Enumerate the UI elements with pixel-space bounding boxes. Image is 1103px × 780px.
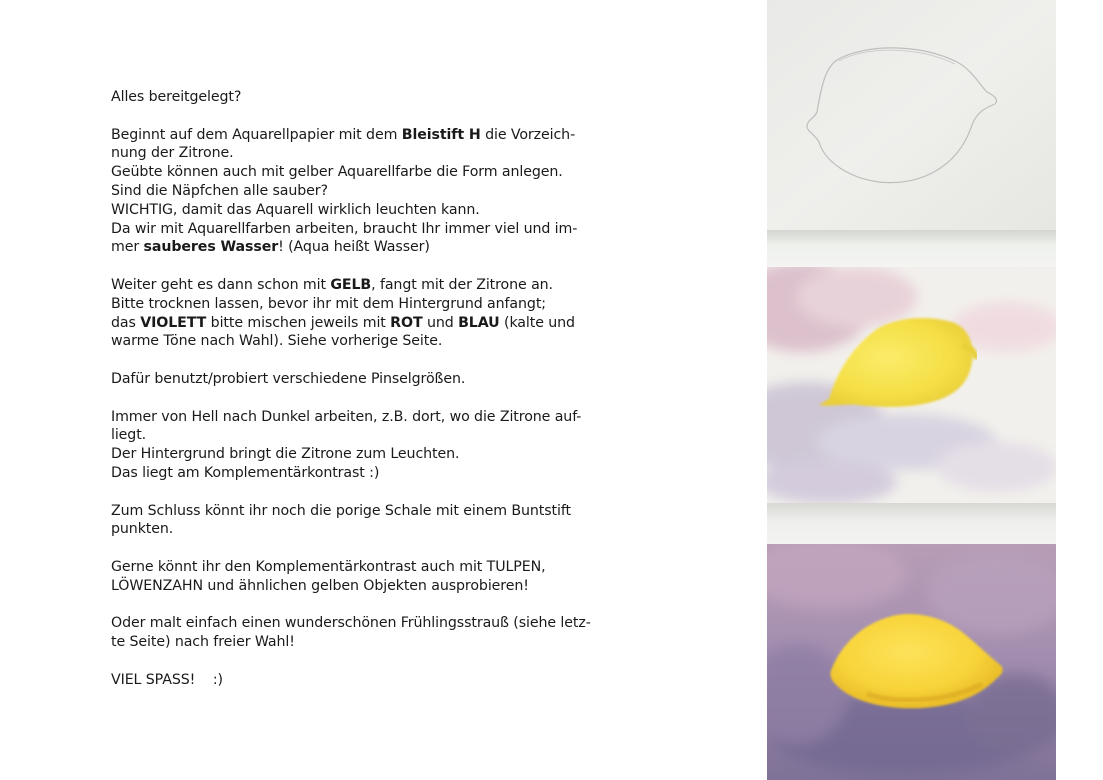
text-run: , fangt mit der Zitrone an. — [371, 276, 553, 293]
text-run: WICHTIG, damit das Aquarell wirklich leuchten kann. — [111, 201, 480, 218]
paragraph — [111, 276, 611, 351]
text-run: die Vorzeich- — [480, 126, 576, 143]
text-run: liegt. — [111, 427, 147, 444]
text-run: ! (Aqua heißt Wasser) — [278, 239, 430, 256]
text-run: Zum Schluss könnt ihr noch die porige Schale mit einem Buntstift — [111, 502, 571, 519]
text-run: Bitte trocknen lassen, bevor ihr mit dem Hintergrund anfangt; — [111, 295, 546, 312]
bold-text: sauberes Wasser — [143, 239, 279, 256]
text-run: Da wir mit Aquarellfarben arbeiten, braucht Ihr immer viel und im- — [111, 220, 578, 237]
text-run: Dafür benutzt/probiert verschiedene Pinselgrößen. — [111, 370, 466, 387]
text-run: Immer von Hell nach Dunkel arbeiten, z.B. dort, wo die Zitrone auf- — [111, 408, 582, 425]
text-run: und — [422, 314, 459, 331]
text-run: Weiter geht es dann schon mit — [111, 276, 331, 293]
bold-text: GELB — [330, 276, 372, 293]
text-run: das — [111, 314, 141, 331]
bold-text: Bleistift H — [401, 126, 481, 143]
bold-text: VIOLETT — [140, 314, 207, 331]
finished-lemon-watercolor-photo — [767, 544, 1056, 780]
text-run: (kalte und — [499, 314, 575, 331]
text-run: Das liegt am Komplementärkontrast :) — [111, 464, 380, 481]
text-run: Oder malt einfach einen wunderschönen Frühlingsstrauß (siehe letz- — [111, 615, 591, 632]
text-run: Beginnt auf dem Aquarellpapier mit dem — [111, 126, 402, 143]
paragraph — [111, 502, 611, 540]
paragraph — [111, 558, 611, 596]
yellow-lemon-wash-photo — [767, 267, 1056, 503]
text-run: punkten. — [111, 521, 174, 538]
text-run: mer — [111, 239, 144, 256]
pencil-sketch-lemon-photo — [767, 0, 1056, 230]
text-run: LÖWENZAHN und ähnlichen gelben Objekten ausprobieren! — [111, 577, 529, 594]
text-run: VIEL SPASS! :) — [111, 671, 223, 688]
bold-text: BLAU — [458, 314, 500, 331]
photo-separator — [767, 503, 1056, 544]
text-run: Gerne könnt ihr den Komplementärkontrast auch mit TULPEN, — [111, 558, 546, 575]
paragraph — [111, 88, 611, 107]
bold-text: ROT — [390, 314, 423, 331]
photo-separator — [767, 230, 1056, 267]
paragraph — [111, 614, 611, 652]
photo-column — [767, 0, 1056, 780]
paragraph — [111, 126, 611, 258]
text-run: te Seite) nach freier Wahl! — [111, 634, 295, 651]
paragraph — [111, 671, 611, 690]
text-run: Geübte können auch mit gelber Aquarellfarbe die Form anlegen. — [111, 164, 563, 181]
instruction-text — [111, 88, 611, 708]
text-run: bitte mischen jeweils mit — [206, 314, 391, 331]
text-run: nung der Zitrone. — [111, 145, 234, 162]
paragraph — [111, 408, 611, 483]
paragraph — [111, 370, 611, 389]
text-run: Sind die Näpfchen alle sauber? — [111, 182, 328, 199]
text-run: Alles bereitgelegt? — [111, 89, 242, 105]
text-run: Der Hintergrund bringt die Zitrone zum Leuchten. — [111, 446, 460, 463]
text-run: warme Töne nach Wahl). Siehe vorherige Seite. — [111, 333, 443, 350]
